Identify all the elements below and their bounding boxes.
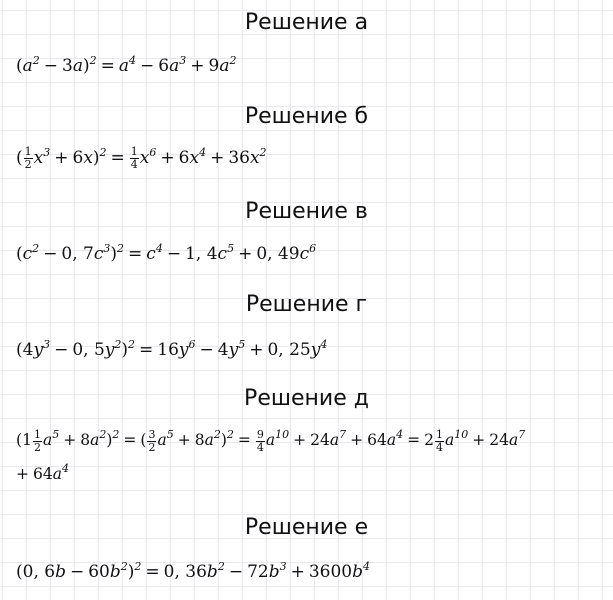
fraction: $\frac{1}{2}$ <box>33 427 41 454</box>
fraction: $\frac{3}{2}$ <box>148 427 156 454</box>
equation-b: ( $\frac{1}{2}$ $x^3 + 6x)^2$ = $\frac{1}{4}$ $x^6 + 6x^4 + 36x^2$ <box>16 145 267 171</box>
heading-a: Решение а <box>244 10 369 35</box>
equation-d-line-1: (1 $\frac{1}{2}$ $a^5 + 8a^2)^2$ = ( $\frac{3}{2}$ $a^5 + 8a^2)^2$ = $\frac{9}{4}$ $a^{10} + 24a^7 + 64a^4 = 2$ $\frac{1}{4}$ $a^{10} + 24a^7$ <box>16 427 526 454</box>
fraction: $\frac{1}{4}$ <box>130 145 138 171</box>
heading-d: Решение д <box>244 386 369 411</box>
fraction: $\frac{1}{2}$ <box>24 145 32 171</box>
heading-e: Решение е <box>244 515 369 540</box>
fraction: $\frac{1}{4}$ <box>435 427 443 454</box>
fraction: $\frac{9}{4}$ <box>256 427 264 454</box>
heading-b: Решение б <box>244 104 369 129</box>
equation-a: $(a^2 - 3a)^2 = a^4 - 6a^3 + 9a^2$ <box>16 54 237 76</box>
equation-d-line-2: + $64a^4$ <box>16 462 69 483</box>
equation-g: ($4y^3 - 0$, $5y^2)^2 = 16y^6 - 4y^5 + 0$, $25y^4$ <box>16 338 328 360</box>
heading-v: Решение в <box>245 199 368 224</box>
heading-g: Решение г <box>245 292 368 317</box>
equation-v: ($c^2 - 0$, $7c^3)^2 = c^4 - 1$, $4c^5 + 0$, $49c^6$ <box>16 242 317 264</box>
equation-e: (0, $6b - 60b^2)^2 = 0$, $36b^2 - 72b^3 + 3600b^4$ <box>16 560 370 582</box>
